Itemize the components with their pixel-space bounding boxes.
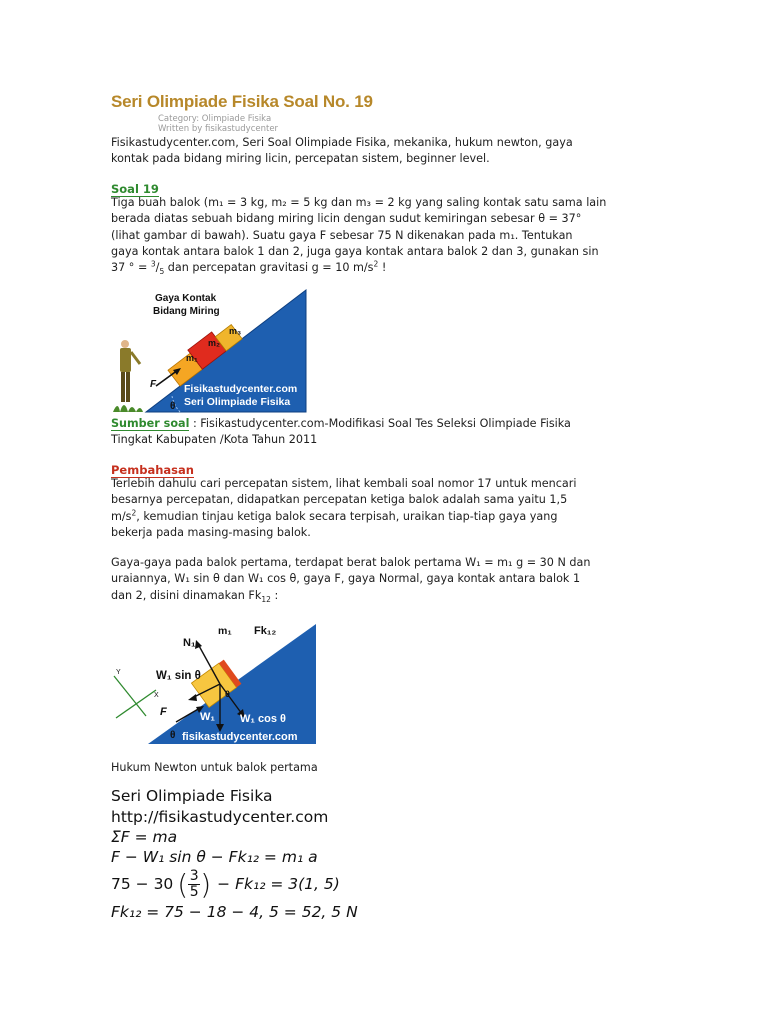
person-body bbox=[120, 348, 131, 372]
figure-label-line2: Bidang Miring bbox=[153, 306, 220, 317]
math-text: − Fk₁₂ = 3(1, 5) bbox=[217, 875, 340, 893]
article-title: Seri Olimpiade Fisika Soal No. 19 bbox=[111, 92, 373, 111]
text: ! bbox=[378, 261, 387, 275]
incline-figure-2 bbox=[110, 618, 320, 746]
text: , kemudian tinjau ketiga balok secara terpisah, uraikan tiap-tiap gaya yang bbox=[136, 509, 558, 523]
figure-watermark: fisikastudycenter.com bbox=[182, 731, 298, 743]
soal-heading: Soal 19 bbox=[111, 182, 159, 196]
label-n1: N₁ bbox=[183, 637, 196, 649]
superscript: 3 bbox=[150, 259, 156, 269]
axis-x-line bbox=[116, 690, 156, 718]
person-leg bbox=[126, 372, 130, 402]
pembahasan-line bbox=[111, 509, 611, 525]
grass bbox=[113, 405, 143, 412]
normal-vector-head bbox=[195, 640, 202, 649]
subscript: 12 bbox=[261, 594, 271, 604]
w1-sin-vector-head bbox=[188, 694, 197, 701]
paren-left: ( bbox=[177, 867, 189, 901]
soal-paragraph bbox=[111, 195, 611, 276]
label-w1-sin: W₁ sin θ bbox=[156, 670, 201, 682]
source-label: Sumber soal bbox=[111, 417, 190, 430]
pembahasan-line: Terlebih dahulu cari percepatan sistem, lihat kembali soal nomor 17 untuk mencari bbox=[111, 477, 577, 490]
axis-y-line bbox=[114, 676, 146, 716]
source-line: Tingkat Kabupaten /Kota Tahun 2011 bbox=[111, 433, 318, 447]
fraction-denominator: 5 bbox=[189, 883, 199, 900]
intro-paragraph bbox=[111, 135, 611, 168]
figure-label-line1: Gaya Kontak bbox=[155, 293, 217, 304]
soal-line: gaya kontak antara balok 1 dan 2, juga gaya kontak antara balok 2 dan 3, gunakan sin bbox=[111, 244, 599, 258]
pembahasan-line: besarnya percepatan, didapatkan percepatan ketiga balok adalah sama yaitu 1,5 bbox=[111, 493, 568, 507]
math-line-url: http://fisikastudycenter.com bbox=[111, 808, 329, 826]
label-theta-base: θ bbox=[170, 730, 176, 741]
label-m3: m₃ bbox=[229, 326, 242, 336]
soal-line: Tiga buah balok (m₁ = 3 kg, m₂ = 5 kg dan m₃ = 2 kg yang saling kontak satu sama lain bbox=[111, 196, 607, 209]
person-head bbox=[121, 340, 129, 348]
label-theta-top: θ bbox=[225, 689, 230, 699]
text: : Fisikastudycenter.com-Modifikasi Soal Tes Seleksi Olimpiade Fisika bbox=[189, 417, 571, 430]
text: dan 2, disini dinamakan Fk bbox=[111, 588, 262, 602]
label-theta: θ bbox=[170, 401, 176, 412]
axis-x-label: X bbox=[154, 692, 159, 699]
figure-watermark-line1: Fisikastudycenter.com bbox=[184, 383, 298, 395]
pembahasan-line: uraiannya, W₁ sin θ dan W₁ cos θ, gaya F, gaya Normal, gaya kontak antara balok 1 bbox=[111, 572, 581, 586]
fraction-numerator: 3 bbox=[189, 867, 199, 884]
soal-line: berada diatas sebuah bidang miring licin dengan sudut kemiringan sebesar θ = 37° bbox=[111, 212, 582, 226]
label-w1-cos: W₁ cos θ bbox=[240, 713, 286, 725]
text: m/s bbox=[111, 509, 132, 523]
subscript: 5 bbox=[159, 267, 165, 277]
pembahasan-line: bekerja pada masing-masing balok. bbox=[111, 525, 311, 539]
pembahasan-line: Gaya-gaya pada balok pertama, terdapat berat balok pertama W₁ = m₁ g = 30 N dan bbox=[111, 556, 591, 569]
label-force: F bbox=[150, 379, 157, 390]
figure-caption: Hukum Newton untuk balok pertama bbox=[111, 761, 318, 774]
text: dan percepatan gravitasi g = 10 m/s bbox=[164, 261, 374, 275]
person-arm bbox=[131, 352, 140, 364]
source-line bbox=[111, 416, 611, 432]
text: : bbox=[270, 588, 279, 602]
incline-figure-1 bbox=[110, 288, 310, 416]
person-leg bbox=[121, 372, 125, 402]
soal-line bbox=[111, 260, 611, 276]
math-text: 75 − 30 bbox=[111, 875, 174, 893]
text: 37 ° = bbox=[111, 261, 151, 275]
label-m1: m₁ bbox=[186, 353, 198, 363]
article-author: Written by fisikastudycenter bbox=[158, 124, 279, 134]
person-illustration bbox=[120, 340, 140, 402]
pembahasan-paragraph-2 bbox=[111, 555, 611, 604]
source-paragraph bbox=[111, 416, 611, 449]
superscript: 2 bbox=[131, 507, 137, 517]
math-line-result: Fk₁₂ = 75 − 18 − 4, 5 = 52, 5 N bbox=[111, 903, 358, 921]
figure-watermark-line2: Seri Olimpiade Fisika bbox=[184, 396, 291, 408]
soal-line: (lihat gambar di bawah). Suatu gaya F sebesar 75 N dikenakan pada m₁. Tentukan bbox=[111, 228, 573, 242]
label-force: F bbox=[160, 706, 167, 718]
pembahasan-heading: Pembahasan bbox=[111, 463, 194, 477]
label-m1: m₁ bbox=[218, 625, 232, 637]
label-w1: W₁ bbox=[200, 711, 215, 723]
intro-line: Fisikastudycenter.com, Seri Soal Olimpiade Fisika, mekanika, hukum newton, gaya bbox=[111, 136, 573, 149]
label-fk12: Fk₁₂ bbox=[254, 625, 277, 637]
fraction bbox=[188, 869, 200, 900]
label-m2: m₂ bbox=[208, 338, 221, 348]
intro-line: kontak pada bidang miring licin, percepatan sistem, beginner level. bbox=[111, 152, 490, 166]
math-line-sum: ΣF = ma bbox=[111, 828, 178, 846]
paren-right: ) bbox=[200, 867, 212, 901]
article-category: Category: Olimpiade Fisika bbox=[158, 114, 272, 124]
math-line-equation: F − W₁ sin θ − Fk₁₂ = m₁ a bbox=[111, 848, 318, 866]
text: / bbox=[155, 261, 160, 275]
pembahasan-paragraph-1 bbox=[111, 476, 611, 541]
axis-y-label: Y bbox=[116, 669, 121, 676]
superscript: 2 bbox=[373, 259, 379, 269]
math-line-substitution bbox=[111, 864, 340, 904]
math-line-title: Seri Olimpiade Fisika bbox=[111, 787, 273, 805]
pembahasan-line bbox=[111, 588, 611, 604]
